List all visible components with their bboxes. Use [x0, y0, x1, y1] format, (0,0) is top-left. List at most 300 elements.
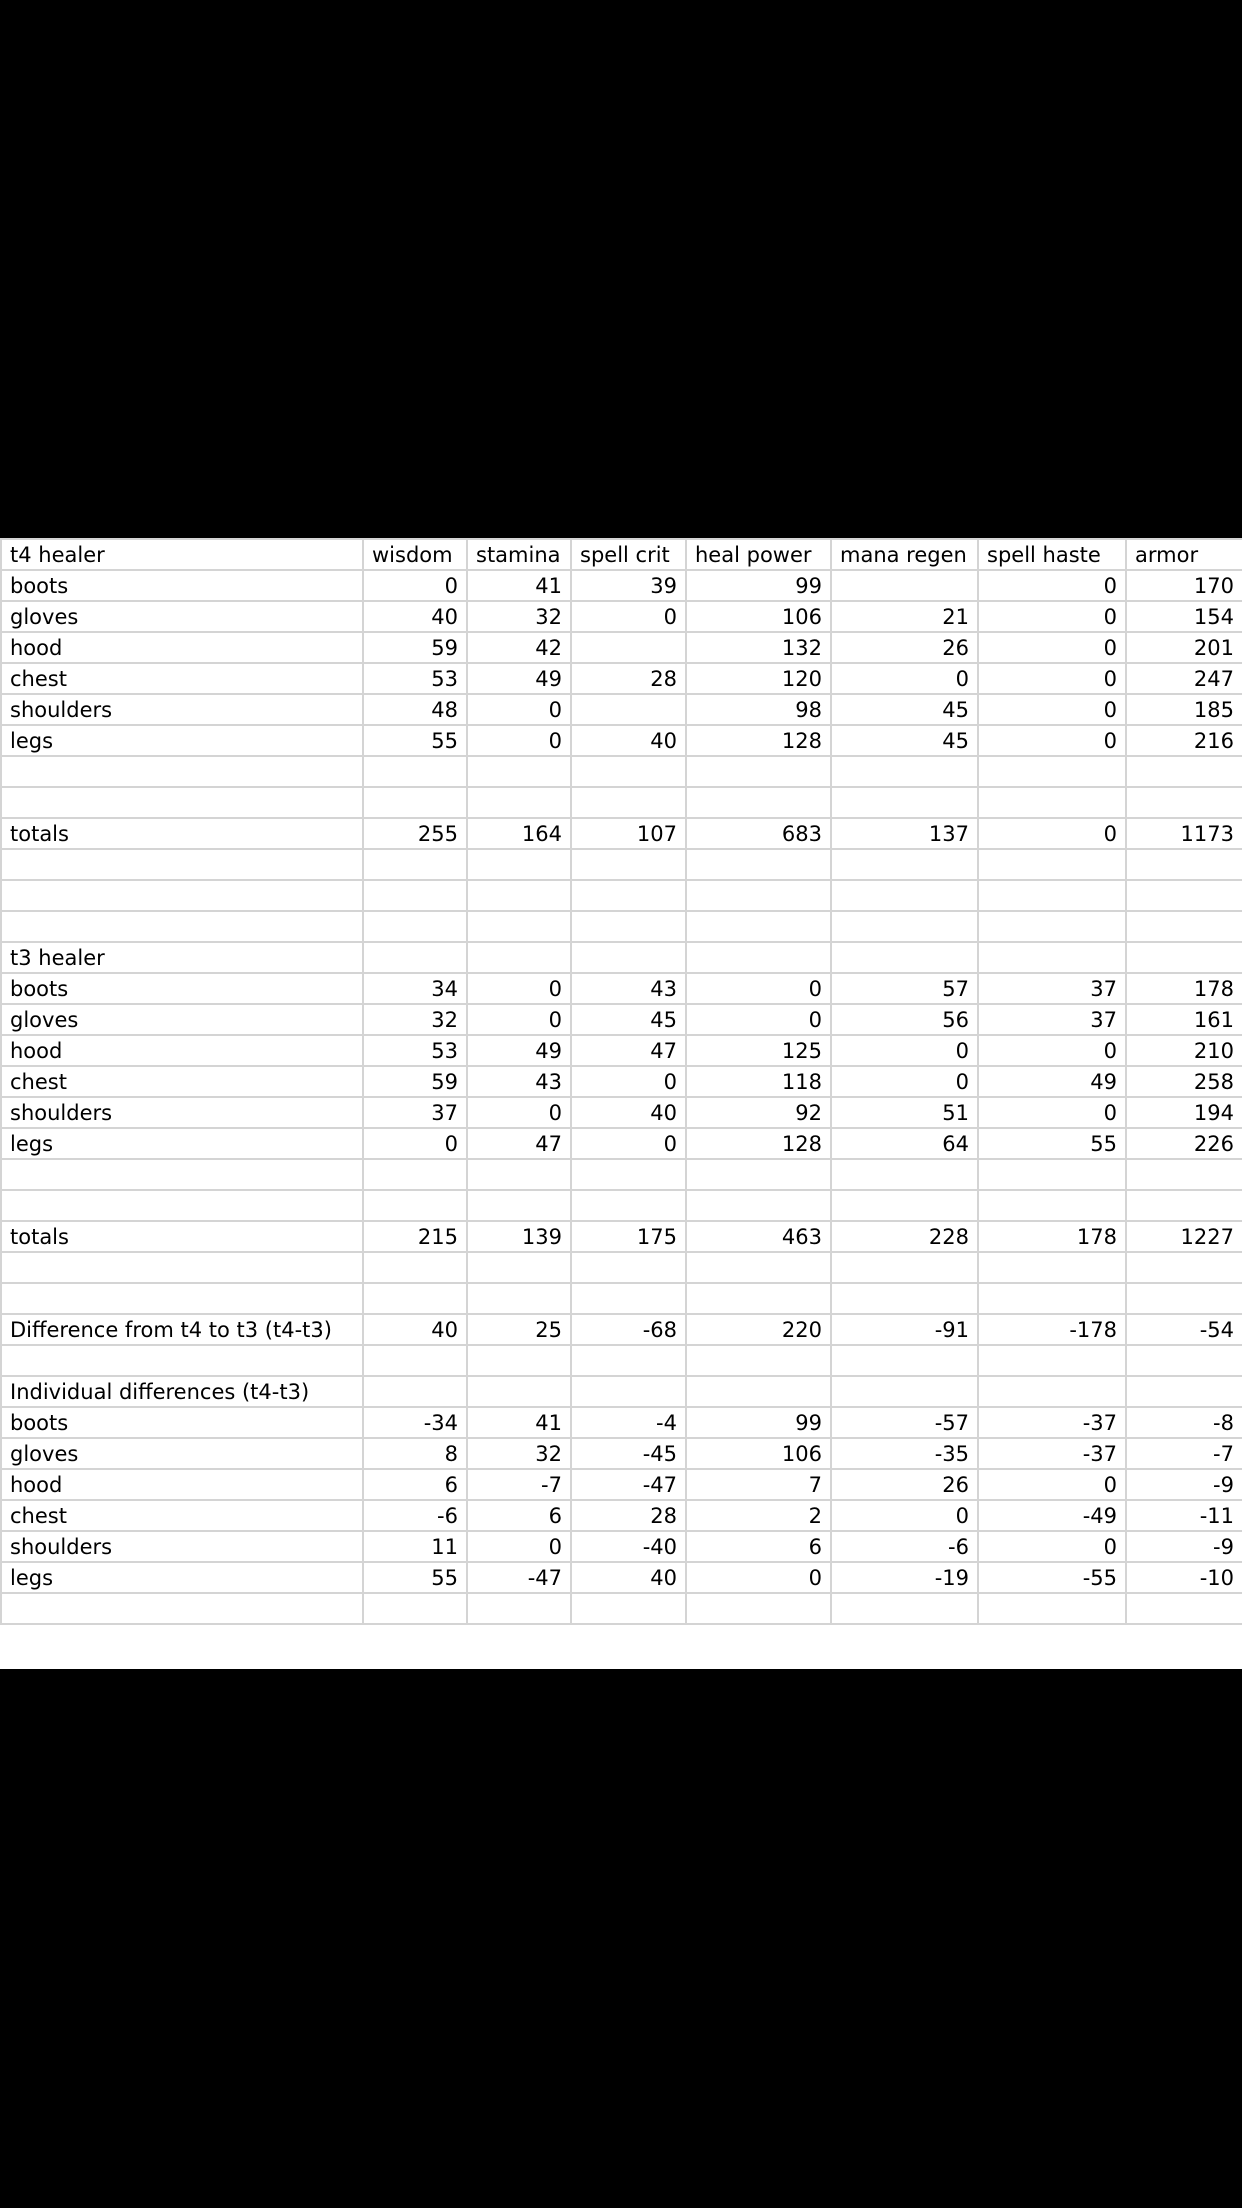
value-cell[interactable] [686, 1283, 831, 1314]
value-cell[interactable]: 0 [831, 663, 978, 694]
value-cell[interactable]: -37 [978, 1407, 1126, 1438]
value-cell[interactable] [686, 787, 831, 818]
value-cell[interactable]: 0 [363, 1128, 467, 1159]
row-label-cell[interactable]: legs [1, 1562, 363, 1593]
value-cell[interactable] [831, 880, 978, 911]
value-cell[interactable]: -47 [467, 1562, 571, 1593]
value-cell[interactable]: 47 [571, 1035, 686, 1066]
value-cell[interactable]: 98 [686, 694, 831, 725]
row-label-cell[interactable] [1, 756, 363, 787]
value-cell[interactable]: -37 [978, 1438, 1126, 1469]
value-cell[interactable]: 216 [1126, 725, 1242, 756]
value-cell[interactable] [571, 880, 686, 911]
value-cell[interactable] [363, 1376, 467, 1407]
column-header-cell[interactable]: spell haste [978, 539, 1126, 570]
value-cell[interactable]: 26 [831, 632, 978, 663]
value-cell[interactable] [571, 911, 686, 942]
row-label-cell[interactable]: chest [1, 1500, 363, 1531]
value-cell[interactable]: 39 [571, 570, 686, 601]
blank-row [1, 756, 1242, 787]
value-cell[interactable]: 6 [467, 1500, 571, 1531]
value-cell[interactable]: 40 [363, 1314, 467, 1345]
value-cell[interactable]: 0 [831, 1500, 978, 1531]
value-cell[interactable]: -47 [571, 1469, 686, 1500]
column-header-cell[interactable]: mana regen [831, 539, 978, 570]
value-cell[interactable] [978, 787, 1126, 818]
value-cell[interactable] [363, 880, 467, 911]
value-cell[interactable]: 0 [686, 973, 831, 1004]
value-cell[interactable] [1126, 911, 1242, 942]
value-cell[interactable] [467, 1252, 571, 1283]
value-cell[interactable]: 255 [363, 818, 467, 849]
value-cell[interactable] [363, 911, 467, 942]
header-row [1, 539, 1242, 570]
row-label-cell[interactable]: Difference from t4 to t3 (t4-t3) [1, 1314, 363, 1345]
value-cell[interactable] [686, 1593, 831, 1624]
value-cell[interactable]: -54 [1126, 1314, 1242, 1345]
row-label-cell[interactable]: boots [1, 570, 363, 601]
value-cell[interactable]: 41 [467, 1407, 571, 1438]
value-cell[interactable]: 120 [686, 663, 831, 694]
table-row [1, 1097, 1242, 1128]
column-header-cell[interactable]: wisdom [363, 539, 467, 570]
value-cell[interactable] [467, 849, 571, 880]
value-cell[interactable]: 201 [1126, 632, 1242, 663]
value-cell[interactable] [978, 911, 1126, 942]
value-cell[interactable]: 2 [686, 1500, 831, 1531]
value-cell[interactable]: 118 [686, 1066, 831, 1097]
value-cell[interactable] [686, 1376, 831, 1407]
value-cell[interactable]: 48 [363, 694, 467, 725]
value-cell[interactable] [1126, 942, 1242, 973]
value-cell[interactable]: 53 [363, 1035, 467, 1066]
table-row [1, 570, 1242, 601]
value-cell[interactable] [467, 942, 571, 973]
value-cell[interactable] [686, 1190, 831, 1221]
column-header-cell[interactable]: heal power [686, 539, 831, 570]
value-cell[interactable] [978, 880, 1126, 911]
value-cell[interactable]: 683 [686, 818, 831, 849]
value-cell[interactable] [467, 1593, 571, 1624]
row-label-cell[interactable]: boots [1, 973, 363, 1004]
row-label-cell[interactable]: legs [1, 1128, 363, 1159]
value-cell[interactable]: 0 [363, 570, 467, 601]
value-cell[interactable]: -19 [831, 1562, 978, 1593]
value-cell[interactable] [978, 1593, 1126, 1624]
value-cell[interactable] [831, 570, 978, 601]
value-cell[interactable]: -57 [831, 1407, 978, 1438]
table-row [1, 1004, 1242, 1035]
value-cell[interactable] [978, 1283, 1126, 1314]
value-cell[interactable]: 32 [363, 1004, 467, 1035]
value-cell[interactable] [1126, 1376, 1242, 1407]
value-cell[interactable] [1126, 880, 1242, 911]
value-cell[interactable]: 0 [571, 1066, 686, 1097]
value-cell[interactable] [686, 911, 831, 942]
value-cell[interactable]: -8 [1126, 1407, 1242, 1438]
value-cell[interactable]: 128 [686, 725, 831, 756]
value-cell[interactable] [363, 1283, 467, 1314]
value-cell[interactable]: 45 [571, 1004, 686, 1035]
value-cell[interactable]: 0 [686, 1004, 831, 1035]
value-cell[interactable]: 178 [978, 1221, 1126, 1252]
value-cell[interactable]: 56 [831, 1004, 978, 1035]
value-cell[interactable]: 57 [831, 973, 978, 1004]
value-cell[interactable] [1126, 1190, 1242, 1221]
value-cell[interactable]: 170 [1126, 570, 1242, 601]
value-cell[interactable]: 6 [363, 1469, 467, 1500]
section-title-row [1, 1376, 1242, 1407]
value-cell[interactable] [1126, 849, 1242, 880]
value-cell[interactable] [363, 1345, 467, 1376]
value-cell[interactable] [467, 1345, 571, 1376]
value-cell[interactable] [571, 1283, 686, 1314]
value-cell[interactable]: 258 [1126, 1066, 1242, 1097]
table-row [1, 601, 1242, 632]
value-cell[interactable] [467, 787, 571, 818]
value-cell[interactable]: -55 [978, 1562, 1126, 1593]
value-cell[interactable]: 0 [978, 570, 1126, 601]
value-cell[interactable] [467, 1376, 571, 1407]
value-cell[interactable] [363, 1190, 467, 1221]
value-cell[interactable]: 37 [978, 973, 1126, 1004]
row-label-cell[interactable]: t3 healer [1, 942, 363, 973]
value-cell[interactable]: 43 [571, 973, 686, 1004]
value-cell[interactable] [978, 1190, 1126, 1221]
value-cell[interactable] [467, 1159, 571, 1190]
value-cell[interactable]: 0 [978, 601, 1126, 632]
value-cell[interactable] [831, 911, 978, 942]
row-label-cell[interactable] [1, 1252, 363, 1283]
value-cell[interactable]: 99 [686, 1407, 831, 1438]
value-cell[interactable] [1126, 1252, 1242, 1283]
value-cell[interactable]: 34 [363, 973, 467, 1004]
value-cell[interactable] [1126, 1345, 1242, 1376]
row-label-cell[interactable]: boots [1, 1407, 363, 1438]
table-row [1, 725, 1242, 756]
table-row [1, 1562, 1242, 1593]
value-cell[interactable] [978, 942, 1126, 973]
value-cell[interactable]: 161 [1126, 1004, 1242, 1035]
value-cell[interactable]: 55 [363, 1562, 467, 1593]
row-label-cell[interactable]: gloves [1, 601, 363, 632]
value-cell[interactable]: 28 [571, 663, 686, 694]
value-cell[interactable]: 37 [978, 1004, 1126, 1035]
value-cell[interactable]: 25 [467, 1314, 571, 1345]
value-cell[interactable]: 99 [686, 570, 831, 601]
value-cell[interactable] [978, 1376, 1126, 1407]
row-label-cell[interactable] [1, 1159, 363, 1190]
value-cell[interactable]: -6 [363, 1500, 467, 1531]
value-cell[interactable] [831, 1283, 978, 1314]
value-cell[interactable]: -7 [467, 1469, 571, 1500]
value-cell[interactable] [1126, 1159, 1242, 1190]
value-cell[interactable]: -40 [571, 1531, 686, 1562]
value-cell[interactable]: 106 [686, 601, 831, 632]
value-cell[interactable] [571, 632, 686, 663]
value-cell[interactable]: 40 [363, 601, 467, 632]
row-label-cell[interactable] [1, 849, 363, 880]
value-cell[interactable] [571, 1376, 686, 1407]
row-label-cell[interactable]: shoulders [1, 1531, 363, 1562]
row-label-cell[interactable]: chest [1, 1066, 363, 1097]
value-cell[interactable]: 463 [686, 1221, 831, 1252]
value-cell[interactable]: 49 [467, 663, 571, 694]
value-cell[interactable]: -4 [571, 1407, 686, 1438]
value-cell[interactable]: 0 [686, 1562, 831, 1593]
value-cell[interactable] [467, 1283, 571, 1314]
value-cell[interactable]: 0 [978, 1035, 1126, 1066]
value-cell[interactable]: 0 [467, 1531, 571, 1562]
value-cell[interactable] [978, 1159, 1126, 1190]
value-cell[interactable]: 1173 [1126, 818, 1242, 849]
value-cell[interactable]: -9 [1126, 1469, 1242, 1500]
value-cell[interactable] [686, 1159, 831, 1190]
value-cell[interactable]: 37 [363, 1097, 467, 1128]
value-cell[interactable]: 49 [467, 1035, 571, 1066]
table-row [1, 1469, 1242, 1500]
value-cell[interactable]: 21 [831, 601, 978, 632]
value-cell[interactable] [571, 694, 686, 725]
value-cell[interactable]: 92 [686, 1097, 831, 1128]
value-cell[interactable] [467, 911, 571, 942]
value-cell[interactable] [571, 756, 686, 787]
value-cell[interactable] [571, 787, 686, 818]
value-cell[interactable]: 0 [467, 694, 571, 725]
value-cell[interactable]: -68 [571, 1314, 686, 1345]
value-cell[interactable]: 106 [686, 1438, 831, 1469]
value-cell[interactable]: -49 [978, 1500, 1126, 1531]
value-cell[interactable]: 0 [978, 1469, 1126, 1500]
value-cell[interactable] [831, 942, 978, 973]
row-label-cell[interactable]: shoulders [1, 1097, 363, 1128]
row-label-cell[interactable]: t4 healer [1, 539, 363, 570]
value-cell[interactable]: 226 [1126, 1128, 1242, 1159]
value-cell[interactable] [363, 1159, 467, 1190]
value-cell[interactable]: -178 [978, 1314, 1126, 1345]
value-cell[interactable] [686, 942, 831, 973]
value-cell[interactable] [1126, 1283, 1242, 1314]
column-header-cell[interactable]: armor [1126, 539, 1242, 570]
value-cell[interactable]: 0 [831, 1035, 978, 1066]
value-cell[interactable] [686, 880, 831, 911]
value-cell[interactable]: 8 [363, 1438, 467, 1469]
value-cell[interactable] [978, 756, 1126, 787]
value-cell[interactable] [978, 849, 1126, 880]
value-cell[interactable] [571, 942, 686, 973]
value-cell[interactable]: -45 [571, 1438, 686, 1469]
value-cell[interactable]: 7 [686, 1469, 831, 1500]
value-cell[interactable]: 41 [467, 570, 571, 601]
value-cell[interactable]: 0 [831, 1066, 978, 1097]
blank-row [1, 880, 1242, 911]
value-cell[interactable] [571, 849, 686, 880]
value-cell[interactable]: 40 [571, 1562, 686, 1593]
value-cell[interactable] [363, 756, 467, 787]
value-cell[interactable] [571, 1252, 686, 1283]
value-cell[interactable]: 139 [467, 1221, 571, 1252]
totals-row [1, 1221, 1242, 1252]
value-cell[interactable]: 64 [831, 1128, 978, 1159]
table-row [1, 973, 1242, 1004]
table-row [1, 1035, 1242, 1066]
value-cell[interactable]: 0 [978, 725, 1126, 756]
row-label-cell[interactable] [1, 1283, 363, 1314]
value-cell[interactable] [831, 1345, 978, 1376]
value-cell[interactable]: 0 [467, 1004, 571, 1035]
blank-row [1, 1593, 1242, 1624]
value-cell[interactable]: -6 [831, 1531, 978, 1562]
value-cell[interactable]: 6 [686, 1531, 831, 1562]
row-label-cell[interactable]: Individual differences (t4-t3) [1, 1376, 363, 1407]
value-cell[interactable] [363, 1593, 467, 1624]
value-cell[interactable] [831, 849, 978, 880]
value-cell[interactable]: 0 [467, 1097, 571, 1128]
value-cell[interactable] [831, 787, 978, 818]
value-cell[interactable]: 28 [571, 1500, 686, 1531]
value-cell[interactable]: 45 [831, 694, 978, 725]
value-cell[interactable]: 178 [1126, 973, 1242, 1004]
value-cell[interactable] [363, 942, 467, 973]
row-label-cell[interactable] [1, 1593, 363, 1624]
value-cell[interactable]: 210 [1126, 1035, 1242, 1066]
row-label-cell[interactable] [1, 911, 363, 942]
value-cell[interactable]: 228 [831, 1221, 978, 1252]
value-cell[interactable]: 0 [571, 601, 686, 632]
value-cell[interactable]: 107 [571, 818, 686, 849]
row-label-cell[interactable]: legs [1, 725, 363, 756]
value-cell[interactable]: 247 [1126, 663, 1242, 694]
value-cell[interactable] [467, 880, 571, 911]
value-cell[interactable]: 45 [831, 725, 978, 756]
blank-row [1, 1159, 1242, 1190]
value-cell[interactable]: -91 [831, 1314, 978, 1345]
value-cell[interactable] [686, 849, 831, 880]
row-label-cell[interactable] [1, 787, 363, 818]
value-cell[interactable]: 1227 [1126, 1221, 1242, 1252]
row-label-cell[interactable]: shoulders [1, 694, 363, 725]
value-cell[interactable]: 0 [978, 694, 1126, 725]
value-cell[interactable] [831, 1376, 978, 1407]
row-label-cell[interactable] [1, 880, 363, 911]
row-label-cell[interactable]: hood [1, 632, 363, 663]
table-row [1, 694, 1242, 725]
value-cell[interactable] [1126, 756, 1242, 787]
value-cell[interactable]: 128 [686, 1128, 831, 1159]
row-label-cell[interactable]: hood [1, 1469, 363, 1500]
value-cell[interactable]: 194 [1126, 1097, 1242, 1128]
column-header-cell[interactable]: spell crit [571, 539, 686, 570]
value-cell[interactable]: 0 [978, 632, 1126, 663]
row-label-cell[interactable] [1, 1190, 363, 1221]
row-label-cell[interactable]: gloves [1, 1004, 363, 1035]
value-cell[interactable]: 47 [467, 1128, 571, 1159]
value-cell[interactable]: 125 [686, 1035, 831, 1066]
value-cell[interactable]: -11 [1126, 1500, 1242, 1531]
value-cell[interactable]: 49 [978, 1066, 1126, 1097]
value-cell[interactable] [571, 1159, 686, 1190]
column-header-cell[interactable]: stamina [467, 539, 571, 570]
row-label-cell[interactable]: totals [1, 1221, 363, 1252]
value-cell[interactable]: -7 [1126, 1438, 1242, 1469]
table-row [1, 1500, 1242, 1531]
spreadsheet-grid [0, 538, 1242, 1625]
value-cell[interactable] [686, 1252, 831, 1283]
value-cell[interactable] [831, 1252, 978, 1283]
value-cell[interactable] [363, 787, 467, 818]
value-cell[interactable]: 0 [467, 725, 571, 756]
value-cell[interactable]: 185 [1126, 694, 1242, 725]
value-cell[interactable]: 220 [686, 1314, 831, 1345]
value-cell[interactable]: 40 [571, 725, 686, 756]
value-cell[interactable] [686, 756, 831, 787]
value-cell[interactable] [571, 1190, 686, 1221]
value-cell[interactable]: 59 [363, 1066, 467, 1097]
value-cell[interactable] [1126, 1593, 1242, 1624]
value-cell[interactable]: -10 [1126, 1562, 1242, 1593]
value-cell[interactable]: 215 [363, 1221, 467, 1252]
value-cell[interactable] [978, 1345, 1126, 1376]
value-cell[interactable] [467, 1190, 571, 1221]
value-cell[interactable] [831, 1159, 978, 1190]
value-cell[interactable] [363, 1252, 467, 1283]
value-cell[interactable]: -35 [831, 1438, 978, 1469]
value-cell[interactable] [686, 1345, 831, 1376]
value-cell[interactable]: 0 [978, 663, 1126, 694]
value-cell[interactable]: 42 [467, 632, 571, 663]
value-cell[interactable]: 137 [831, 818, 978, 849]
value-cell[interactable]: 154 [1126, 601, 1242, 632]
value-cell[interactable]: 32 [467, 601, 571, 632]
value-cell[interactable] [831, 1593, 978, 1624]
table-row [1, 1128, 1242, 1159]
value-cell[interactable]: 0 [467, 973, 571, 1004]
value-cell[interactable]: 43 [467, 1066, 571, 1097]
value-cell[interactable]: 0 [978, 1531, 1126, 1562]
value-cell[interactable] [467, 756, 571, 787]
value-cell[interactable] [363, 849, 467, 880]
value-cell[interactable]: 164 [467, 818, 571, 849]
value-cell[interactable]: 53 [363, 663, 467, 694]
value-cell[interactable]: 0 [978, 1097, 1126, 1128]
row-label-cell[interactable]: totals [1, 818, 363, 849]
value-cell[interactable]: -34 [363, 1407, 467, 1438]
row-label-cell[interactable]: gloves [1, 1438, 363, 1469]
value-cell[interactable]: 59 [363, 632, 467, 663]
row-label-cell[interactable]: hood [1, 1035, 363, 1066]
value-cell[interactable]: 0 [978, 818, 1126, 849]
value-cell[interactable] [1126, 787, 1242, 818]
value-cell[interactable]: 40 [571, 1097, 686, 1128]
value-cell[interactable]: 55 [363, 725, 467, 756]
value-cell[interactable]: 55 [978, 1128, 1126, 1159]
value-cell[interactable]: 26 [831, 1469, 978, 1500]
value-cell[interactable] [831, 756, 978, 787]
row-label-cell[interactable]: chest [1, 663, 363, 694]
value-cell[interactable]: 32 [467, 1438, 571, 1469]
value-cell[interactable] [831, 1190, 978, 1221]
value-cell[interactable]: -9 [1126, 1531, 1242, 1562]
value-cell[interactable]: 0 [571, 1128, 686, 1159]
value-cell[interactable]: 175 [571, 1221, 686, 1252]
value-cell[interactable]: 51 [831, 1097, 978, 1128]
value-cell[interactable] [571, 1593, 686, 1624]
value-cell[interactable]: 11 [363, 1531, 467, 1562]
value-cell[interactable] [571, 1345, 686, 1376]
value-cell[interactable] [978, 1252, 1126, 1283]
row-label-cell[interactable] [1, 1345, 363, 1376]
value-cell[interactable]: 132 [686, 632, 831, 663]
